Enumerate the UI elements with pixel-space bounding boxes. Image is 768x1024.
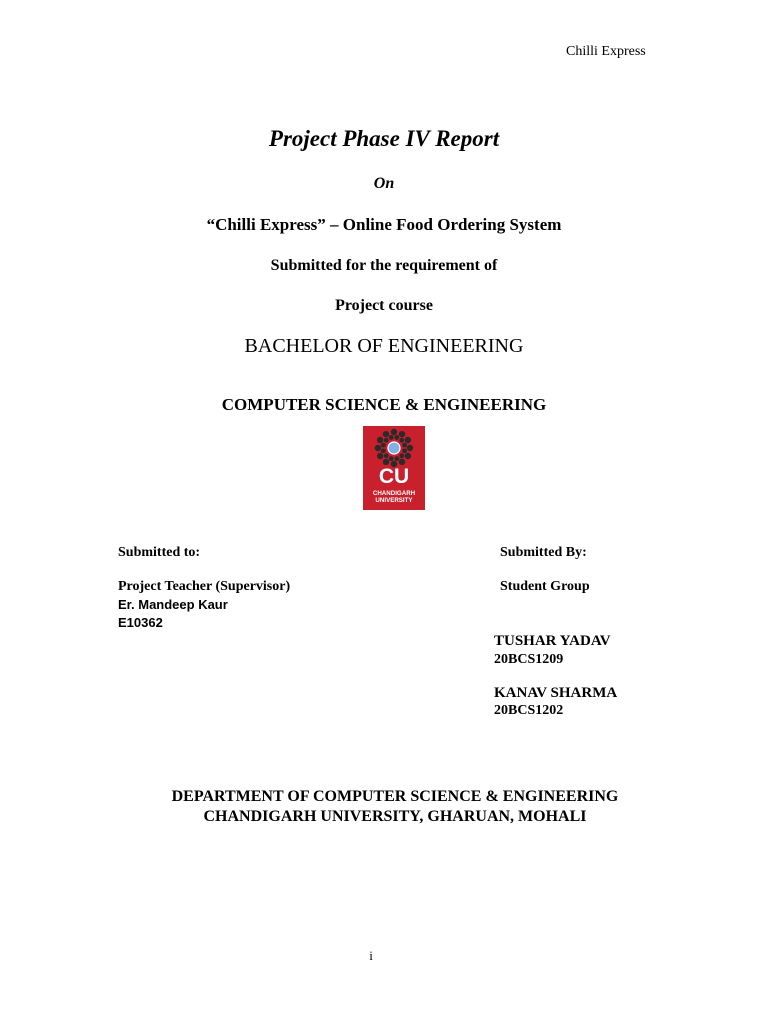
page-number: i [369,948,373,963]
student-name: TUSHAR YADAV [494,633,611,649]
student-roll: 20BCS1209 [494,652,564,667]
department-block [0,787,768,827]
project-subtitle: “Chilli Express” – Online Food Ordering System [206,215,562,234]
degree-line: BACHELOR OF ENGINEERING [244,335,524,357]
branch-line: COMPUTER SCIENCE & ENGINEERING [221,395,547,414]
student-roll: 20BCS1202 [494,703,564,718]
svg-text:UNIVERSITY: UNIVERSITY [375,497,413,504]
running-header: Chilli Express [566,44,646,59]
student-name: KANAV SHARMA [494,685,618,701]
chandigarh-university-logo [363,426,425,510]
supervisor-name: Er. Mandeep Kaur [118,597,228,612]
on-label: On [373,175,395,192]
submitted-by-label: Submitted By: [500,545,587,560]
svg-text:CU: CU [378,465,410,488]
svg-text:CHANDIGARH: CHANDIGARH [372,490,416,497]
supervisor-id: E10362 [118,615,163,630]
supervisor-role: Project Teacher (Supervisor) [118,579,291,594]
university-line: CHANDIGARH UNIVERSITY, GHARUAN, MOHALI [203,808,587,825]
report-title: Project Phase IV Report [268,126,500,151]
requirement-line: Submitted for the requirement of [270,257,498,274]
department-line: DEPARTMENT OF COMPUTER SCIENCE & ENGINEERING [171,788,619,805]
student-group-label: Student Group [500,579,590,594]
submitted-to-label: Submitted to: [118,545,201,560]
course-line: Project course [335,297,433,314]
